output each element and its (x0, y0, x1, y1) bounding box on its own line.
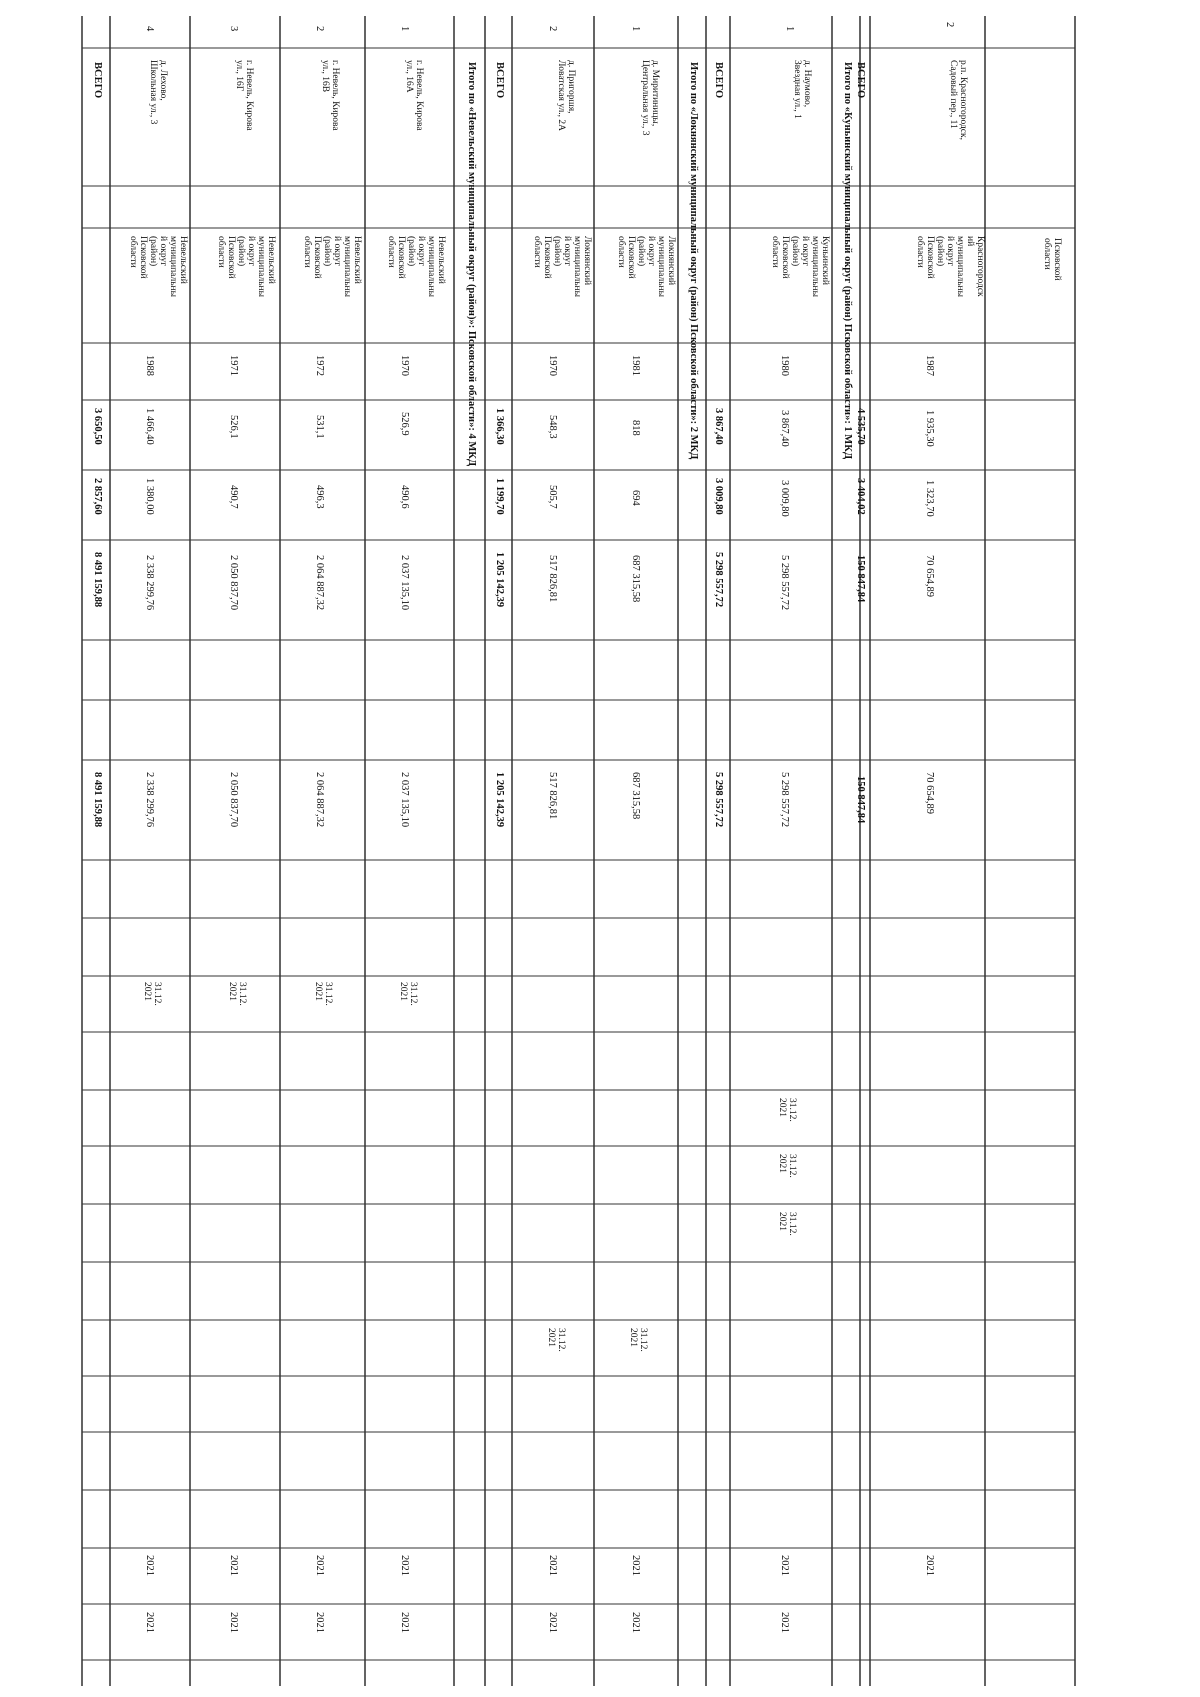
total-cost-repair: 150 847,84 (855, 776, 866, 824)
row-year-built: 1970 (399, 355, 410, 376)
total-area-living: 1 199,70 (494, 478, 505, 515)
row-year: 2021 (314, 1555, 325, 1576)
row-date: 31.12. 2021 (313, 982, 333, 1006)
row-municipality: Невельский муниципальны й округ (район) Псковской области (302, 236, 362, 298)
row-address: р.п. Красногородск, Садовый пер., 11 (948, 60, 968, 140)
total-area-living: 2 857,60 (92, 478, 103, 515)
row-municipality: Локнянский муниципальны й округ (район) Псковской области (532, 236, 592, 298)
row-year: 2021 (399, 1612, 410, 1633)
row-area-living: 3 009,80 (779, 480, 790, 517)
row-area-total: 548,3 (547, 415, 558, 439)
row-date: 31.12. 2021 (227, 982, 247, 1006)
row-date: 31.12. 2021 (142, 982, 162, 1006)
row-year: 2021 (314, 1612, 325, 1633)
row-area-living: 496,3 (314, 485, 325, 509)
row-area-living: 490,7 (228, 485, 239, 509)
total-cost-total: 8 491 159,88 (92, 552, 103, 608)
row-number: 3 (228, 26, 239, 32)
total-area-total: 3 867,40 (713, 408, 724, 445)
row-address: г. Невель, Кирова ул., 16В (320, 60, 340, 131)
row-cost-total: 517 826,81 (547, 555, 558, 603)
row-area-total: 818 (630, 420, 641, 436)
row-cost-total: 70 654,89 (924, 555, 935, 597)
row-number: 2 (314, 26, 325, 32)
row-date: 31.12. 2021 (777, 1154, 797, 1178)
row-year: 2021 (779, 1612, 790, 1633)
row-date: 31.12. 2021 (777, 1098, 797, 1122)
row-year: 2021 (228, 1612, 239, 1633)
row-cost-repair: 2 037 135,10 (399, 772, 410, 828)
row-year-built: 1971 (228, 355, 239, 376)
row-municipality: Невельский муниципальны й округ (район) Псковской области (128, 236, 188, 298)
row-year-built: 1970 (547, 355, 558, 376)
row-area-total: 1 466,40 (144, 408, 155, 445)
total-cost-repair: 5 298 557,72 (713, 772, 724, 828)
row-municipality: Локнянский муниципальны й округ (район) Псковской области (616, 236, 676, 298)
row-cost-total: 2 064 887,32 (314, 555, 325, 611)
row-municipality: Куньинский муниципальны й округ (район) Псковской области (770, 236, 830, 298)
row-area-living: 490,6 (399, 485, 410, 509)
row-number: 1 (399, 26, 410, 32)
row-year-built: 1988 (144, 355, 155, 376)
row-address: д. Пригоршя, Ловатская ул., 2А (556, 60, 576, 132)
row-year: 2021 (399, 1555, 410, 1576)
row-cost-repair: 70 654,89 (924, 772, 935, 814)
row-year-built: 1980 (779, 355, 790, 376)
total-label: ВСЕГО (713, 62, 724, 99)
total-area-living: 3 009,80 (713, 478, 724, 515)
total-label: ВСЕГО (855, 62, 866, 99)
row-area-total: 1 935,30 (924, 410, 935, 447)
row-date: 31.12. 2021 (777, 1212, 797, 1236)
row-address: г. Невель, Кирова ул., 16А (404, 60, 424, 131)
row-area-total: 3 867,40 (779, 410, 790, 447)
group-title-nevel: Итого по «Невельский муниципальный округ (район)»: Псковской области»: 4 МКД (466, 62, 477, 467)
total-label: ВСЕГО (92, 62, 103, 99)
row-municipality: Красногородск ий муниципальны й округ (район) Псковской области (915, 236, 985, 298)
row-year: 2021 (144, 1612, 155, 1633)
row-area-total: 526,1 (228, 415, 239, 439)
row-address: д. Наумово, Звездная ул., 1 (792, 60, 812, 119)
total-area-living: 3 404,02 (855, 478, 866, 515)
total-cost-repair: 1 205 142,39 (494, 772, 505, 828)
total-cost-total: 5 298 557,72 (713, 552, 724, 608)
row-cost-repair: 517 826,81 (547, 772, 558, 820)
row-cost-total: 687 315,58 (630, 555, 641, 603)
row-address: г. Невель, Кирова ул., 16Г (234, 60, 254, 131)
row-cost-repair: 2 338 299,76 (144, 772, 155, 828)
row-area-living: 505,7 (547, 485, 558, 509)
group-title-kunya: Итого по «Куньинский муниципальный округ (район) Псковской области»: 1 МКД (842, 62, 853, 460)
row-cost-total: 2 050 837,70 (228, 555, 239, 611)
row-date: 31.12. 2021 (628, 1328, 648, 1352)
row-year: 2021 (144, 1555, 155, 1576)
row-area-living: 694 (630, 490, 641, 506)
row-year-built: 1981 (630, 355, 641, 376)
total-cost-total: 1 205 142,39 (494, 552, 505, 608)
row-year: 2021 (630, 1555, 641, 1576)
total-label: ВСЕГО (494, 62, 505, 99)
row-address: д. Миритиницы, Центральная ул., 3 (640, 60, 660, 136)
row-cost-repair: 5 298 557,72 (779, 772, 790, 828)
total-area-total: 3 650,50 (92, 408, 103, 445)
row-number: 4 (144, 26, 155, 32)
row-cost-repair: 687 315,58 (630, 772, 641, 820)
row-cost-total: 2 338 299,76 (144, 555, 155, 611)
row-number: 1 (630, 26, 641, 32)
row-year-built: 1972 (314, 355, 325, 376)
row-year: 2021 (924, 1555, 935, 1576)
row-area-total: 531,1 (314, 415, 325, 439)
group-title-loknya: Итого по «Локнянский муниципальный округ (район) Псковской области»: 2 МКД (688, 62, 699, 460)
row-number: 2 (944, 22, 955, 28)
total-cost-repair: 8 491 159,88 (92, 772, 103, 828)
row-area-living: 1 380,00 (144, 478, 155, 515)
row-number: 1 (784, 26, 795, 32)
total-area-total: 1 366,30 (494, 408, 505, 445)
row-number: 2 (547, 26, 558, 32)
row-cost-repair: 2 050 837,70 (228, 772, 239, 828)
total-cost-total: 150 847,84 (855, 555, 866, 603)
row-year: 2021 (630, 1612, 641, 1633)
row-area-living: 1 323,70 (924, 480, 935, 517)
row-municipality: Невельский муниципальны й округ (район) Псковской области (386, 236, 446, 298)
header-region-fragment: Псковской области (1042, 238, 1062, 281)
row-year: 2021 (547, 1555, 558, 1576)
row-year: 2021 (228, 1555, 239, 1576)
total-area-total: 4 535,70 (855, 408, 866, 445)
row-cost-repair: 2 064 887,32 (314, 772, 325, 828)
row-year: 2021 (547, 1612, 558, 1633)
row-cost-total: 2 037 135,10 (399, 555, 410, 611)
row-address: д. Лехово, Школьная ул., 3 (148, 60, 168, 125)
row-municipality: Невельский муниципальны й округ (район) Псковской области (216, 236, 276, 298)
row-year-built: 1987 (924, 355, 935, 376)
row-cost-total: 5 298 557,72 (779, 555, 790, 611)
row-year: 2021 (779, 1555, 790, 1576)
row-date: 31.12. 2021 (398, 982, 418, 1006)
row-date: 31.12. 2021 (546, 1328, 566, 1352)
row-area-total: 526,9 (399, 412, 410, 436)
